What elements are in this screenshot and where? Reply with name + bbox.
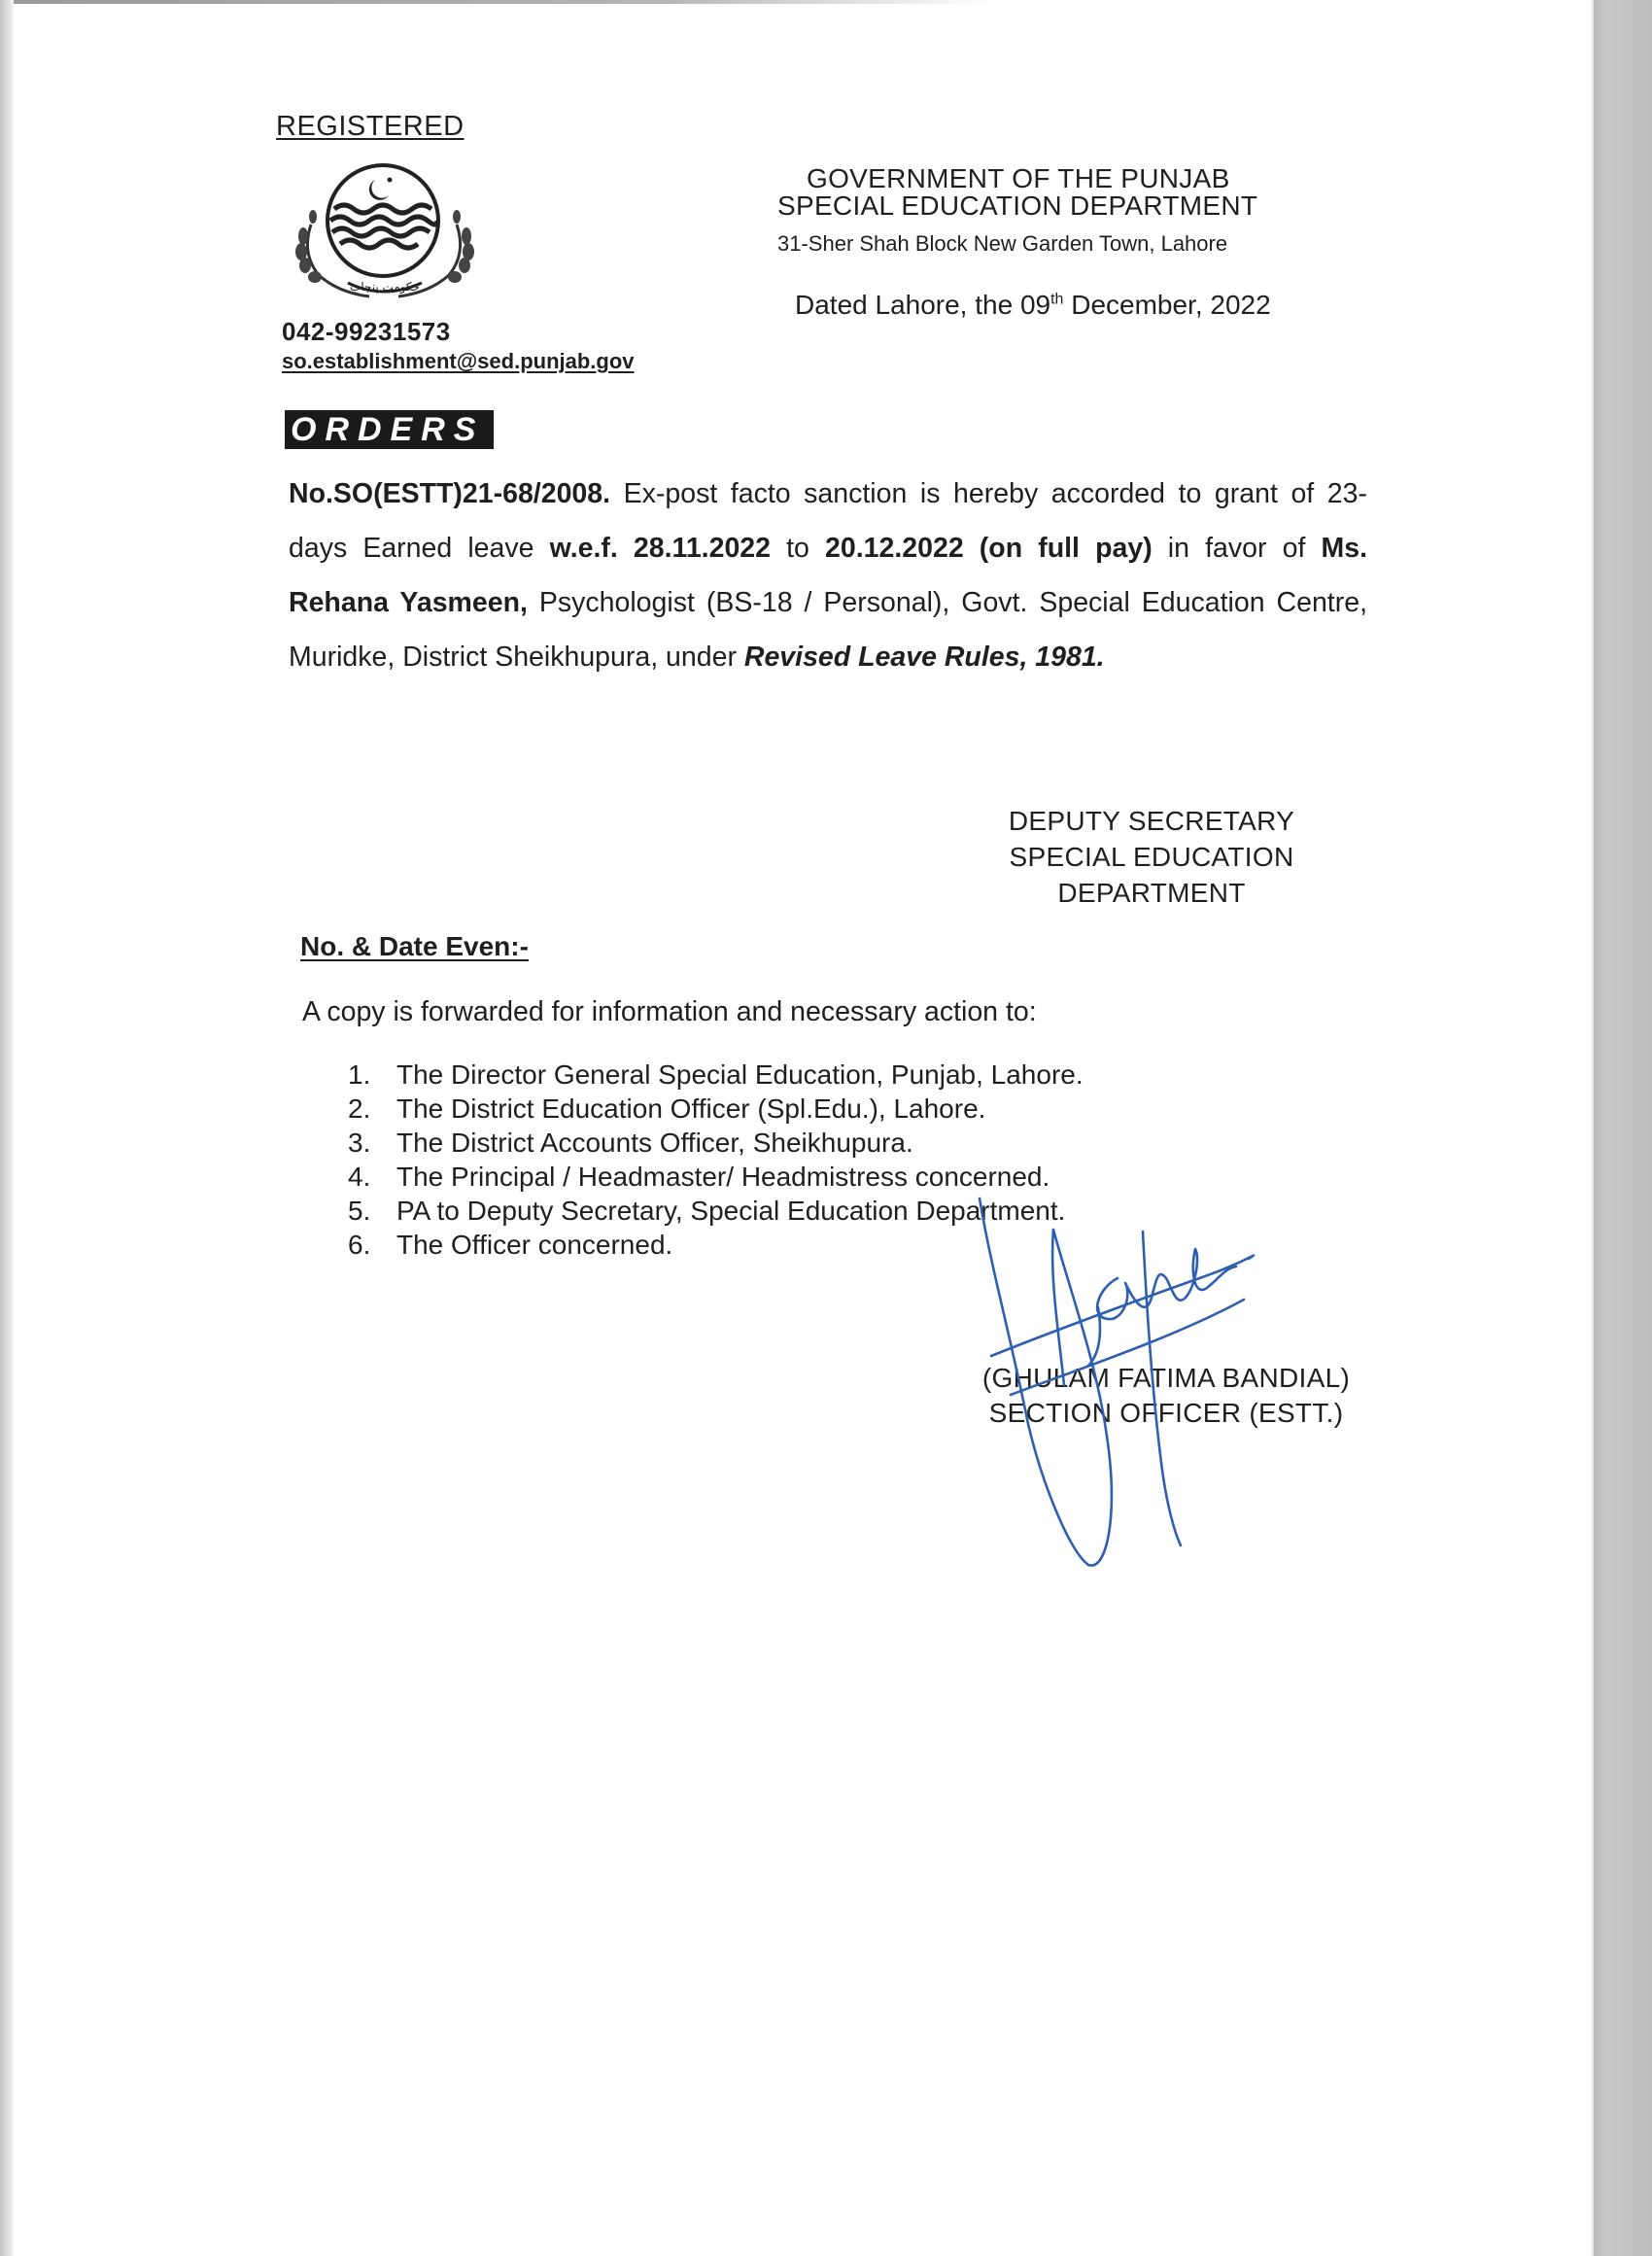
employee-name: Ms. Rehana Yasmeen, <box>289 533 1367 618</box>
list-number: 4. <box>348 1162 371 1192</box>
dated-ordinal: th <box>1050 291 1064 308</box>
scan-top-edge <box>0 0 1652 4</box>
dated-line <box>795 290 1271 321</box>
list-text: The Principal / Headmaster/ Headmistress concerned. <box>396 1162 1050 1192</box>
deputy-secretary-block <box>972 803 1331 911</box>
department-title: SPECIAL EDUCATION DEPARTMENT <box>777 191 1258 221</box>
order-paragraph <box>289 467 1367 684</box>
list-number: 1. <box>348 1059 371 1090</box>
punjab-logo-icon <box>290 158 480 304</box>
scan-right-edge <box>1594 0 1652 2256</box>
order-reference: No.SO(ESTT)21-68/2008. <box>289 478 611 509</box>
list-text: The District Accounts Officer, Sheikhupura. <box>396 1128 913 1158</box>
officer-title: SECTION OFFICER (ESTT.) <box>988 1398 1344 1428</box>
phone-number: 042-99231573 <box>282 317 451 346</box>
list-text: The Director General Special Education, Punjab, Lahore. <box>396 1059 1084 1090</box>
list-text: The District Education Officer (Spl.Edu.), Lahore. <box>396 1093 986 1124</box>
officer-name: (GHULAM FATIMA BANDIAL) <box>981 1363 1351 1393</box>
list-item <box>348 1160 1084 1194</box>
registered-label: REGISTERED <box>276 111 465 142</box>
forward-text: A copy is forwarded for information and necessary action to: <box>302 996 1037 1027</box>
list-text: PA to Deputy Secretary, Special Education Department. <box>396 1196 1066 1226</box>
list-item <box>348 1126 1084 1160</box>
list-number: 5. <box>348 1196 371 1226</box>
dated-prefix: Dated Lahore, the 09 <box>795 290 1051 320</box>
dated-suffix: December, 2022 <box>1063 290 1271 320</box>
signatory-department: SPECIAL EDUCATION <box>1009 842 1294 872</box>
list-number: 6. <box>348 1230 371 1260</box>
signatory-department-2: DEPARTMENT <box>1057 878 1246 908</box>
order-text-1: Ex-post facto sanction is hereby accorded to grant of 23-days Earned leave <box>289 478 1367 564</box>
handwritten-signature <box>952 1191 1283 1575</box>
order-wef-date: w.e.f. 28.11.2022 <box>549 533 772 564</box>
list-item <box>348 1058 1084 1092</box>
government-title: GOVERNMENT OF THE PUNJAB <box>807 163 1230 193</box>
scan-left-edge <box>0 0 14 2256</box>
order-text-3: in favor of <box>1152 533 1322 564</box>
no-date-even-heading: No. & Date Even:- <box>300 931 529 961</box>
orders-heading: ORDERS <box>285 410 494 449</box>
list-number: 2. <box>348 1093 371 1124</box>
order-text-4: Psychologist (BS-18 / Personal), Govt. Special Education Centre, Muridke, District Sheikhupura, under <box>289 587 1367 673</box>
list-item <box>348 1092 1084 1126</box>
list-text: The Officer concerned. <box>396 1230 673 1260</box>
order-text-2: to <box>771 533 826 564</box>
email-address: so.establishment@sed.punjab.gov <box>282 349 635 373</box>
logo-text: حکومت پنجاب <box>350 280 420 294</box>
list-number: 3. <box>348 1128 371 1158</box>
leave-rules: Revised Leave Rules, 1981. <box>743 642 1105 673</box>
signatory-title: DEPUTY SECRETARY <box>1008 806 1295 836</box>
order-to-date: 20.12.2022 (on full pay) <box>825 533 1153 564</box>
department-address: 31-Sher Shah Block New Garden Town, Lahore <box>777 231 1228 256</box>
